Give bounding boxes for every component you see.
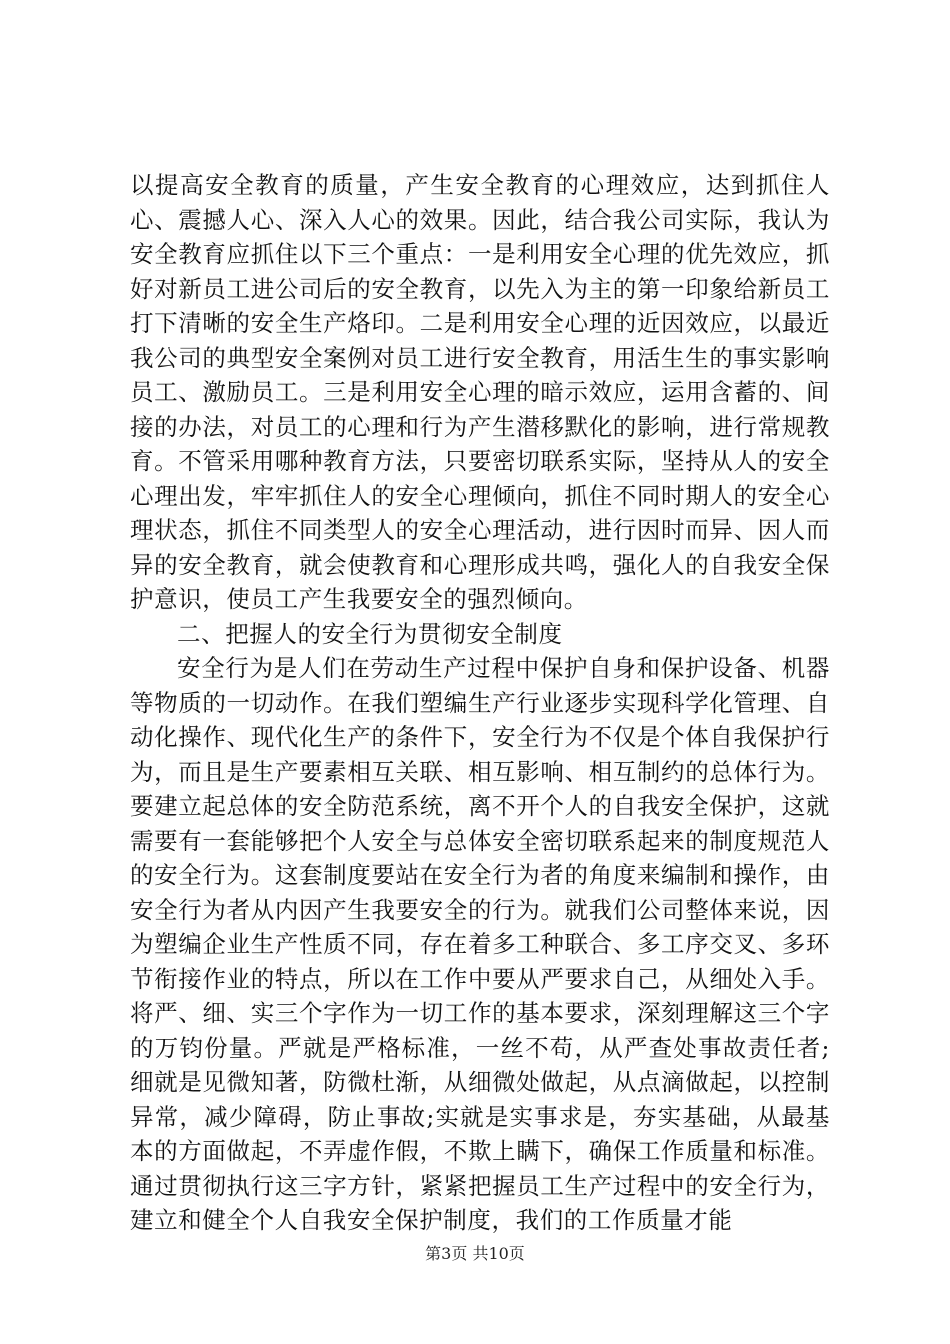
- section-heading: 二、把握人的安全行为贯彻安全制度: [177, 619, 563, 648]
- page-number-footer: 第3页 共10页: [425, 1244, 525, 1263]
- body-paragraph: 以提高安全教育的质量，产生安全教育的心理效应，达到抓住人心、震撼人心、深入人心的效果。因此，结合我公司实际，我认为安全教育应抓住以下三个重点：一是利用安全心理的优先效应，抓好对新员工进公司后的安全教育，以先入为主的第一印象给新员工打下清晰的安全生产烙印。二是利用安全心理的近因效应，以最近我公司的典型安全案例对员工进行安全教育，用活生生的事实影响员工、激励员工。三是利用安全心理的暗示效应，运用含蓄的、间接的办法，对员工的心理和行为产生潜移默化的影响，进行常规教育。不管采用哪种教育方法，只要密切联系实际，坚持从人的安全心理出发，牢牢抓住人的安全心理倾向，抓住不同时期人的安全心理状态，抓住不同类型人的安全心理活动，进行因时而异、因人而异的安全教育，就会使教育和心理形成共鸣，强化人的自我安全保护意识，使员工产生我要安全的强烈倾向。: [130, 171, 830, 613]
- document-body: [130, 168, 830, 1238]
- body-paragraph: 安全行为是人们在劳动生产过程中保护自身和保护设备、机器等物质的一切动作。在我们塑编生产行业逐步实现科学化管理、自动化操作、现代化生产的条件下，安全行为不仅是个体自我保护行为，而且是生产要素相互关联、相互影响、相互制约的总体行为。要建立起总体的安全防范系统，离不开个人的自我安全保护，这就需要有一套能够把个人安全与总体安全密切联系起来的制度规范人的安全行为。这套制度要站在安全行为者的角度来编制和操作，由安全行为者从内因产生我要安全的行为。就我们公司整体来说，因为塑编企业生产性质不同，存在着多工种联合、多工序交叉、多环节衔接作业的特点，所以在工作中要从严要求自己，从细处入手。将严、细、实三个字作为一切工作的基本要求，深刻理解这三个字的万钧份量。严就是严格标准，一丝不苟，从严查处事故责任者;细就是见微知著，防微杜渐，从细微处做起，从点滴做起，以控制异常，减少障碍，防止事故;实就是实事求是，夯实基础，从最基本的方面做起，不弄虚作假，不欺上瞒下，确保工作质量和标准。通过贯彻执行这三字方针，紧紧把握员工生产过程中的安全行为，建立和健全个人自我安全保护制度，我们的工作质量才能: [130, 654, 830, 1234]
